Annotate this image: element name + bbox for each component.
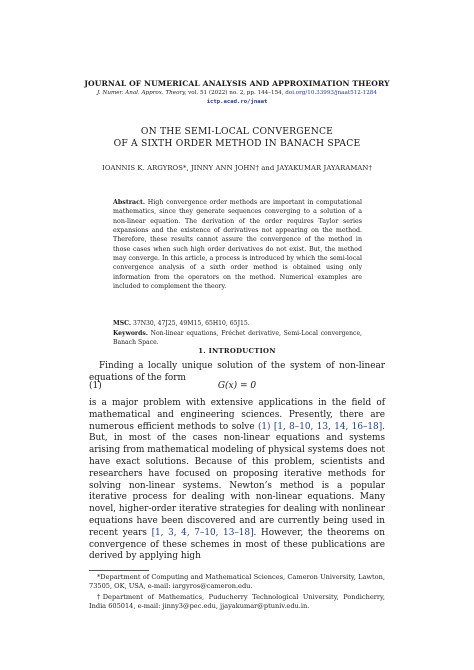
keywords xyxy=(113,329,362,348)
author-list: IOANNIS K. ARGYROS*, JINNY ANN JOHN† and JAYAKUMAR JAYARAMAN† xyxy=(102,164,372,172)
title-line-2: OF A SIXTH ORDER METHOD IN BANACH SPACE xyxy=(113,138,361,149)
equation-ref-link[interactable]: (1) xyxy=(257,421,271,432)
keywords-label: Keywords. xyxy=(113,330,148,337)
intro-paragraph-2 xyxy=(89,398,385,563)
paper-title xyxy=(60,126,414,150)
journal-name: JOURNAL OF NUMERICAL ANALYSIS AND APPROXIMATION THEORY xyxy=(84,79,390,88)
intro-paragraph-1: Finding a locally unique solution of the system of non-linear equations of the form xyxy=(89,361,385,383)
abstract-label: Abstract. xyxy=(113,199,146,206)
title-line-1: ON THE SEMI-LOCAL CONVERGENCE xyxy=(140,126,334,137)
journal-citation xyxy=(40,90,434,96)
p2-text-d: . However, the theorems on convergence of these schemes in most of these publications are derived by applying high xyxy=(89,527,385,562)
keywords-text: Non-linear equations, Fréchet derivative, Semi-Local convergence, Banach Space. xyxy=(113,330,362,347)
citation-italic: J. Numer. Anal. Approx. Theory, xyxy=(97,90,187,96)
msc-classification xyxy=(113,319,362,328)
footnote-2: †Department of Mathematics, Puducherry Technological University, Pondicherry, India 605014, e-mail: jinny3@pec.edu, jjayakumar@ptuniv.edu.in. xyxy=(89,593,385,611)
equation-number: (1) xyxy=(89,381,102,391)
doi-link[interactable]: doi.org/10.33993/jnaat512-1284 xyxy=(285,90,377,96)
footnote-divider xyxy=(89,570,149,571)
citation-link[interactable]: [1, 3, 4, 7–10, 13–18] xyxy=(151,527,254,538)
equation-body: G(x) = 0 xyxy=(217,381,257,391)
abstract xyxy=(113,198,362,291)
footnote-1: *Department of Computing and Mathematical Sciences, Cameron University, Lawton, 73505, OK, USA, e-mail: iargyros@cameron.edu. xyxy=(89,573,385,591)
abstract-text: High convergence order methods are important in computational mathematics, since they generate sequences converging to a solution of a non-linear equation. The derivation of the order requires Taylor series expansions and the existence of derivatives not appearing on the method. Therefore, these results cannot assure the convergence of the method in those cases when such high order derivatives do not exist. But, the method may converge. In this article, a process is introduced by which the semi-local convergence analysis of a sixth order method is obtained using only information from the operators on the method. Numerical examples are included to complement the theory. xyxy=(113,199,362,291)
citation-link[interactable]: [1, 8–10, 13, 14, 16–18] xyxy=(273,421,383,432)
msc-label: MSC. xyxy=(113,320,132,327)
citation-details: vol. 51 (2022) no. 2, pp. 144–154, xyxy=(186,90,284,96)
p2-text-c: . But, in most of the cases non-linear equations and systems arising from mathematical modeling of physical systems does not have exact solutions. Because of this problem, scientists and researchers have focused on proposing iterative methods for solving non-linear systems. Newton’s method is a popular iterative process for dealing with non-linear equations. Many novel, higher-order iterative strategies for dealing with nonlinear equations have been discovered and are currently being used in recent years xyxy=(89,421,385,538)
section-heading: 1. INTRODUCTION xyxy=(198,347,276,355)
equation-1 xyxy=(89,381,385,393)
p2-text-a: is a major problem with extensive applications in the field of mathematical and engineering sciences. Presently, there are numerous efficient methods to solve xyxy=(89,398,385,432)
journal-url[interactable]: ictp.acad.ro/jnaat xyxy=(206,99,268,105)
msc-text: 37N30, 47J25, 49M15, 65H10, 65J15. xyxy=(131,320,250,327)
